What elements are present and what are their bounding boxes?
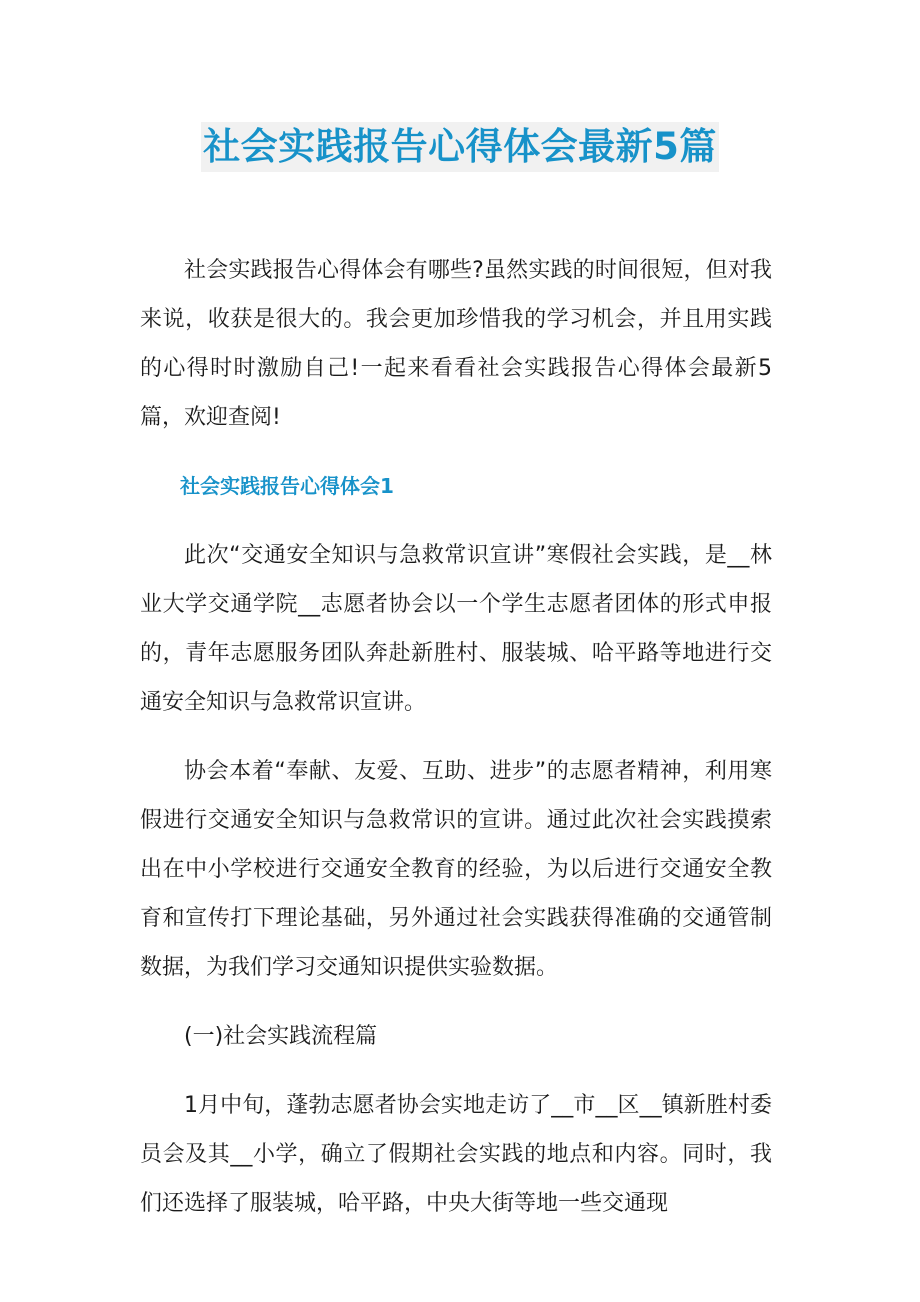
document-body [140, 246, 772, 1228]
subheading: (一)社会实践流程篇 [184, 1024, 378, 1049]
document-title-container [0, 122, 920, 172]
section-heading: 社会实践报告心得体会1 [180, 474, 394, 498]
document-title: 社会实践报告心得体会最新5篇 [201, 122, 719, 172]
body-paragraph-1: 此次“交通安全知识与急救常识宣讲”寒假社会实践，是__林业大学交通学院__志愿者协会以一个学生志愿者团体的形式申报的，青年志愿服务团队奔赴新胜村、服装城、哈平路等地进行交通安全知识与急救常识宣讲。 [140, 543, 772, 715]
intro-paragraph: 社会实践报告心得体会有哪些?虽然实践的时间很短，但对我来说，收获是很大的。我会更加珍惜我的学习机会，并且用实践的心得时时激励自己!一起来看看社会实践报告心得体会最新5篇，欢迎查阅! [140, 258, 772, 430]
body-paragraph-2: 协会本着“奉献、友爱、互助、进步”的志愿者精神，利用寒假进行交通安全知识与急救常识的宣讲。通过此次社会实践摸索出在中小学校进行交通安全教育的经验，为以后进行交通安全教育和宣传打下理论基础，另外通过社会实践获得准确的交通管制数据，为我们学习交通知识提供实验数据。 [140, 759, 772, 980]
body-paragraph-3: 1月中旬，蓬勃志愿者协会实地走访了__市__区__镇新胜村委员会及其__小学，确立了假期社会实践的地点和内容。同时，我们还选择了服装城，哈平路，中央大街等地一些交通现 [140, 1093, 772, 1216]
